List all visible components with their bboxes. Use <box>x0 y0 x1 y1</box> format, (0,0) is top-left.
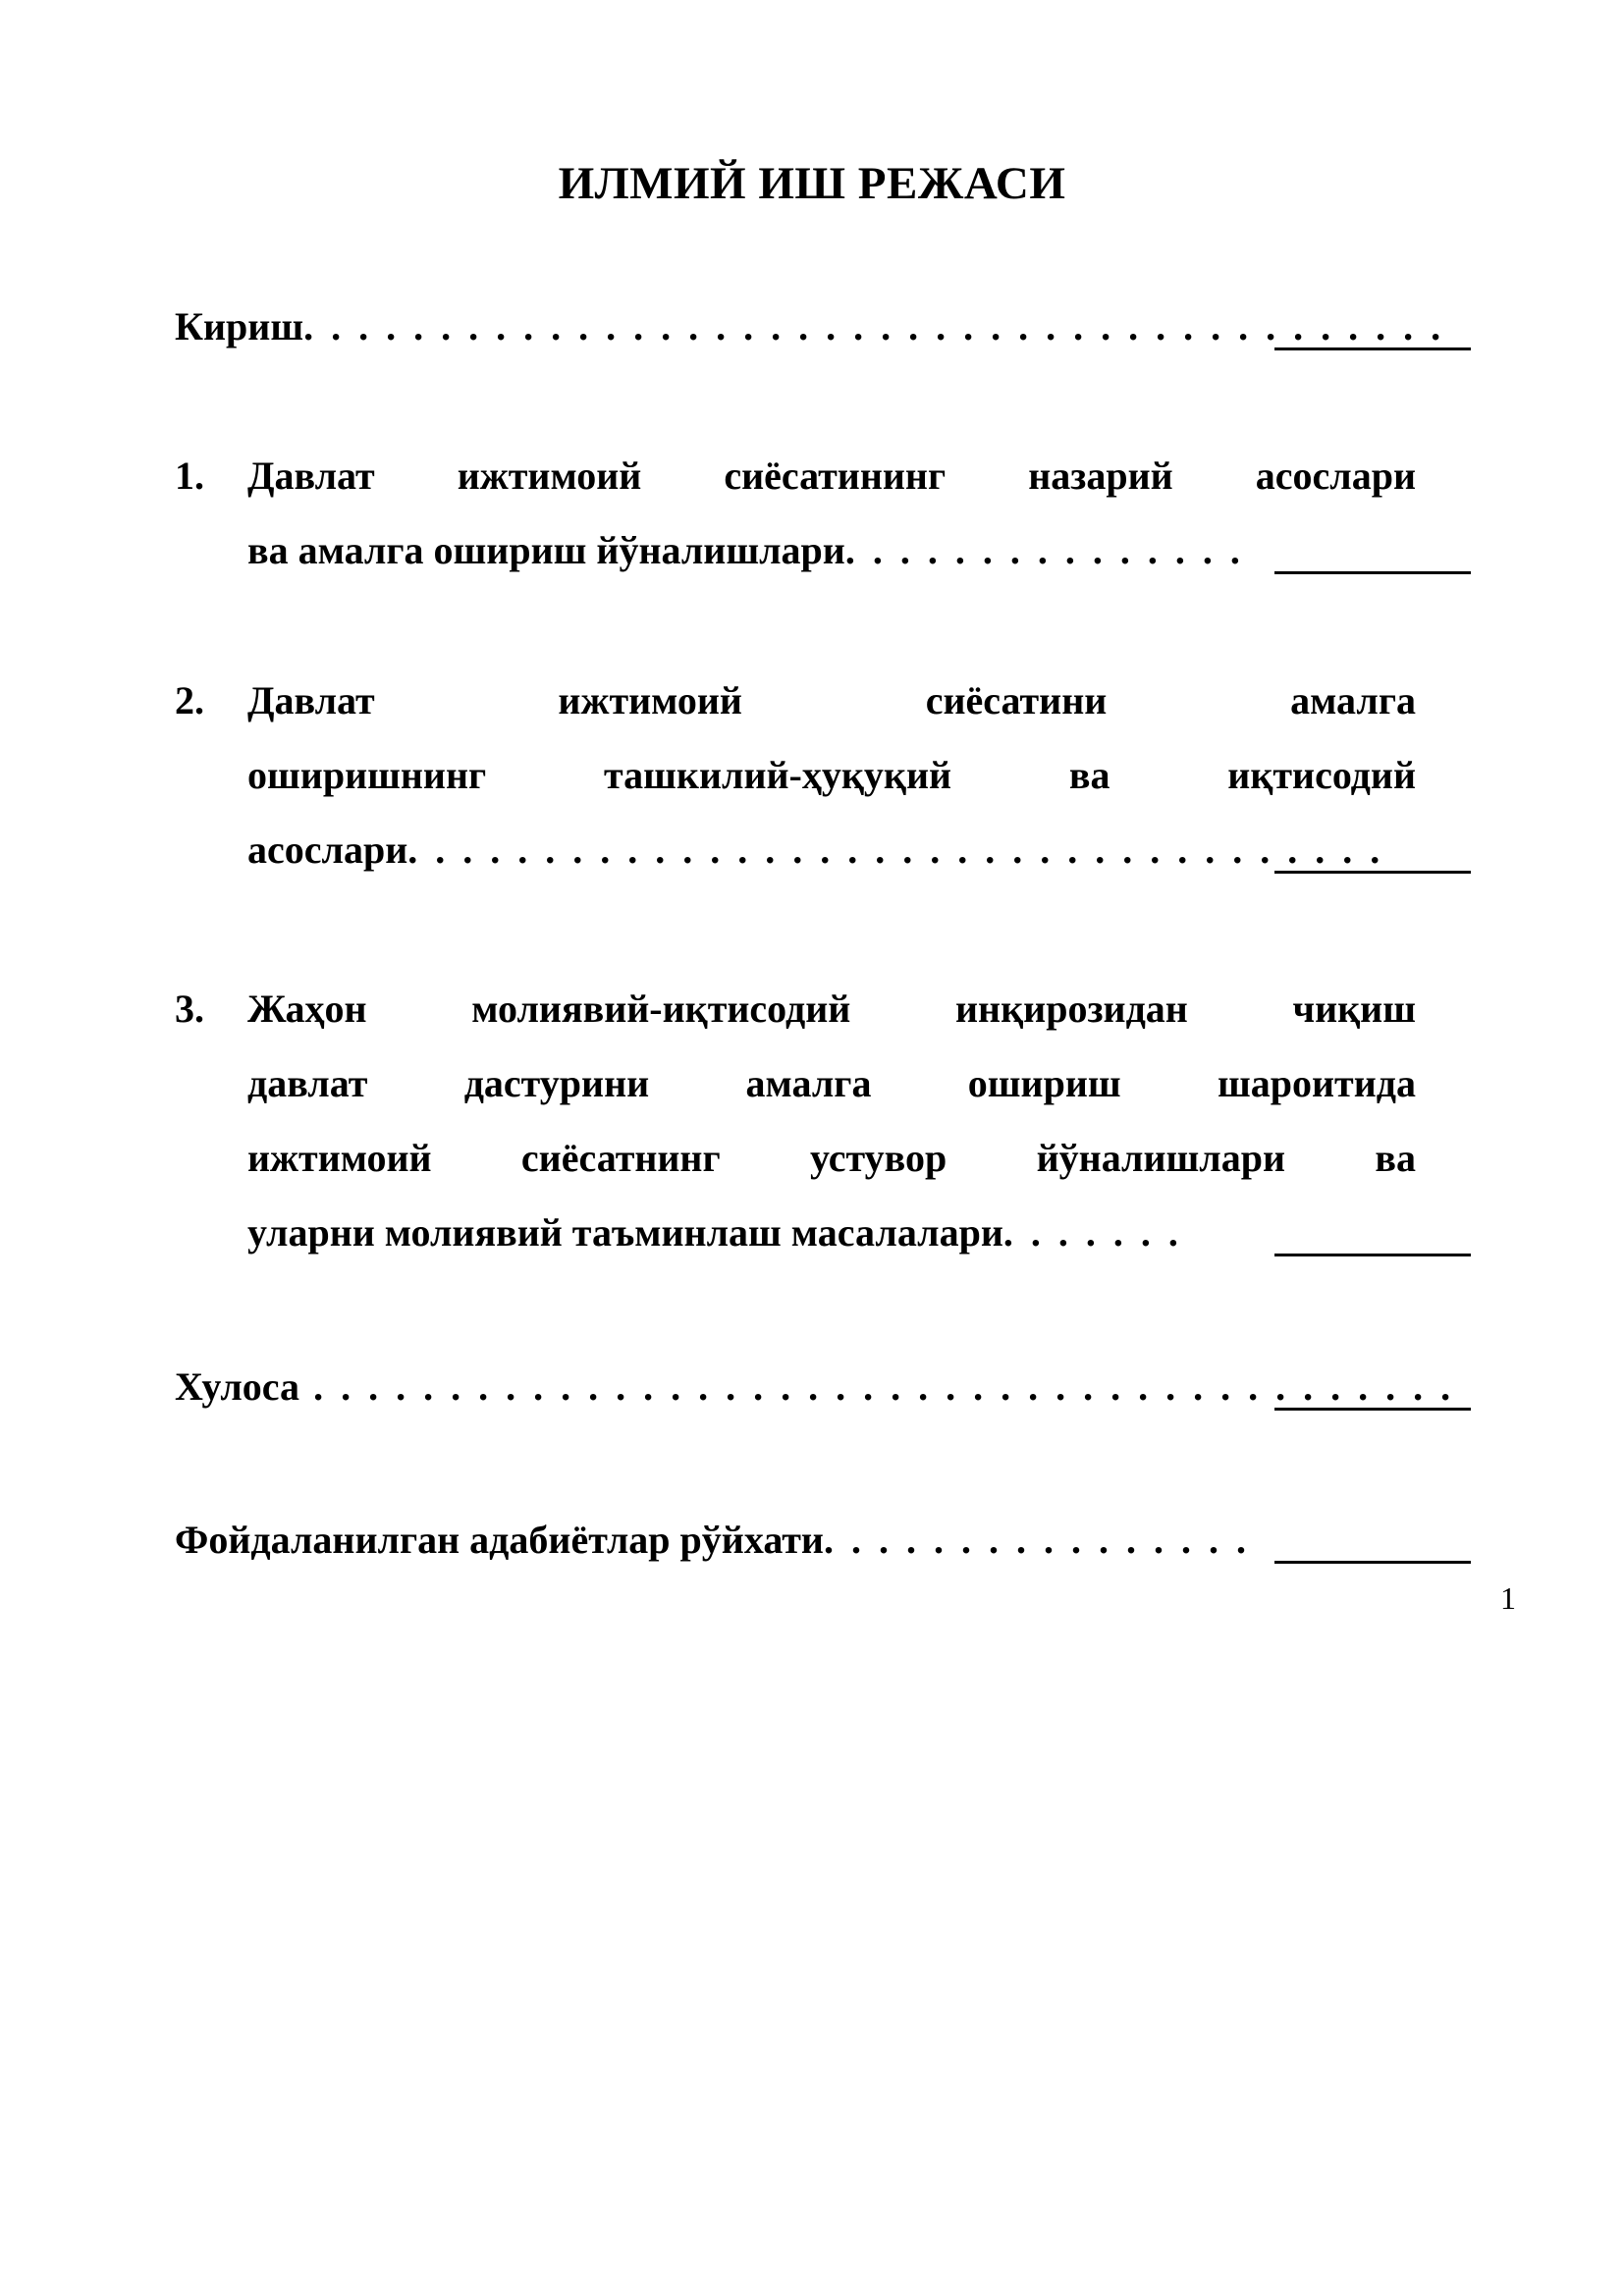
page-number-blank <box>1274 1254 1471 1256</box>
toc-entry-references <box>175 1503 1471 1577</box>
leader-dots: . . . . . . . . . . . . . . . <box>844 528 1244 572</box>
page-number-blank <box>1274 871 1471 874</box>
toc-line <box>175 972 1471 1046</box>
toc-entry-title: Фойдаланилган адабиётлар рўйхати <box>175 1518 824 1562</box>
leader-dots: . . . . . . . . . . . . . . . . <box>823 1518 1250 1562</box>
toc-line <box>175 1121 1471 1196</box>
toc-entry-title-last-line: асослари <box>247 828 408 872</box>
toc-entry-title-line <box>247 1196 1416 1270</box>
toc-line <box>175 290 1471 364</box>
toc-entry-title: Хулоса <box>175 1364 300 1409</box>
toc-line <box>175 513 1471 588</box>
page-number: 1 <box>1500 1580 1516 1616</box>
toc-line <box>175 664 1471 738</box>
toc-entry-title-line <box>247 513 1416 588</box>
page-title: ИЛМИЙ ИШ РЕЖАСИ <box>558 158 1066 209</box>
section-number: 3. <box>175 987 204 1031</box>
page-number-blank <box>1274 1561 1471 1564</box>
section-number: 1. <box>175 454 204 498</box>
toc-entry-label <box>175 290 1445 364</box>
toc-line <box>175 813 1471 887</box>
toc-entry-title: Кириш <box>175 304 304 348</box>
leader-dots: . . . . . . . . . . . . . . . . . . . . . . . . . . . . . . . . . . . . . . . . . . <box>303 304 1445 348</box>
leader-dots: . . . . . . . <box>1002 1210 1182 1255</box>
toc-line <box>175 1350 1471 1424</box>
leader-dots: . . . . . . . . . . . . . . . . . . . . . . . . . . . . . . . . . . . . <box>407 828 1384 872</box>
toc-entry-title-last-line: уларни молиявий таъминлаш масалалари <box>247 1210 1003 1255</box>
section-number: 2. <box>175 678 204 722</box>
toc-entry-title-last-line: ва амалга ошириш йўналишлари <box>247 528 845 572</box>
toc-entry-title-line: ижтимоий сиёсатнинг устувор йўналишлари ва <box>247 1136 1416 1180</box>
page-number-blank <box>1274 1408 1471 1411</box>
toc-line <box>175 738 1471 813</box>
toc-entry-section-3 <box>175 972 1471 1270</box>
page-number-blank <box>1274 347 1471 350</box>
toc-entry-label <box>175 1350 1455 1424</box>
toc-line <box>175 1503 1471 1577</box>
toc-entry-section-2 <box>175 664 1471 887</box>
toc-entry-section-1 <box>175 439 1471 588</box>
toc-line <box>175 1046 1471 1121</box>
page-number-blank <box>1274 571 1471 574</box>
leader-dots: . . . . . . . . . . . . . . . . . . . . . . . . . . . . . . . . . . . . . . . . . . <box>299 1364 1455 1409</box>
toc-entry-title-line: Жаҳон молиявий-иқтисодий инқирозидан чиқиш <box>247 987 1416 1031</box>
toc-entry-conclusion <box>175 1350 1471 1424</box>
toc-entry-title-line <box>247 813 1416 887</box>
toc-entry-title-line: оширишнинг ташкилий-ҳуқуқий ва иқтисодий <box>247 753 1416 797</box>
toc-entry-title-line: давлат дастурини амалга ошириш шароитида <box>247 1061 1416 1105</box>
toc-line <box>175 439 1471 513</box>
toc-entry-intro <box>175 290 1471 364</box>
toc-entry-label <box>175 1503 1416 1577</box>
toc-entry-title-line: Давлат ижтимоий сиёсатини амалга <box>247 678 1416 722</box>
toc-line <box>175 1196 1471 1270</box>
toc-entry-title-line: Давлат ижтимоий сиёсатининг назарий асослари <box>247 454 1416 498</box>
